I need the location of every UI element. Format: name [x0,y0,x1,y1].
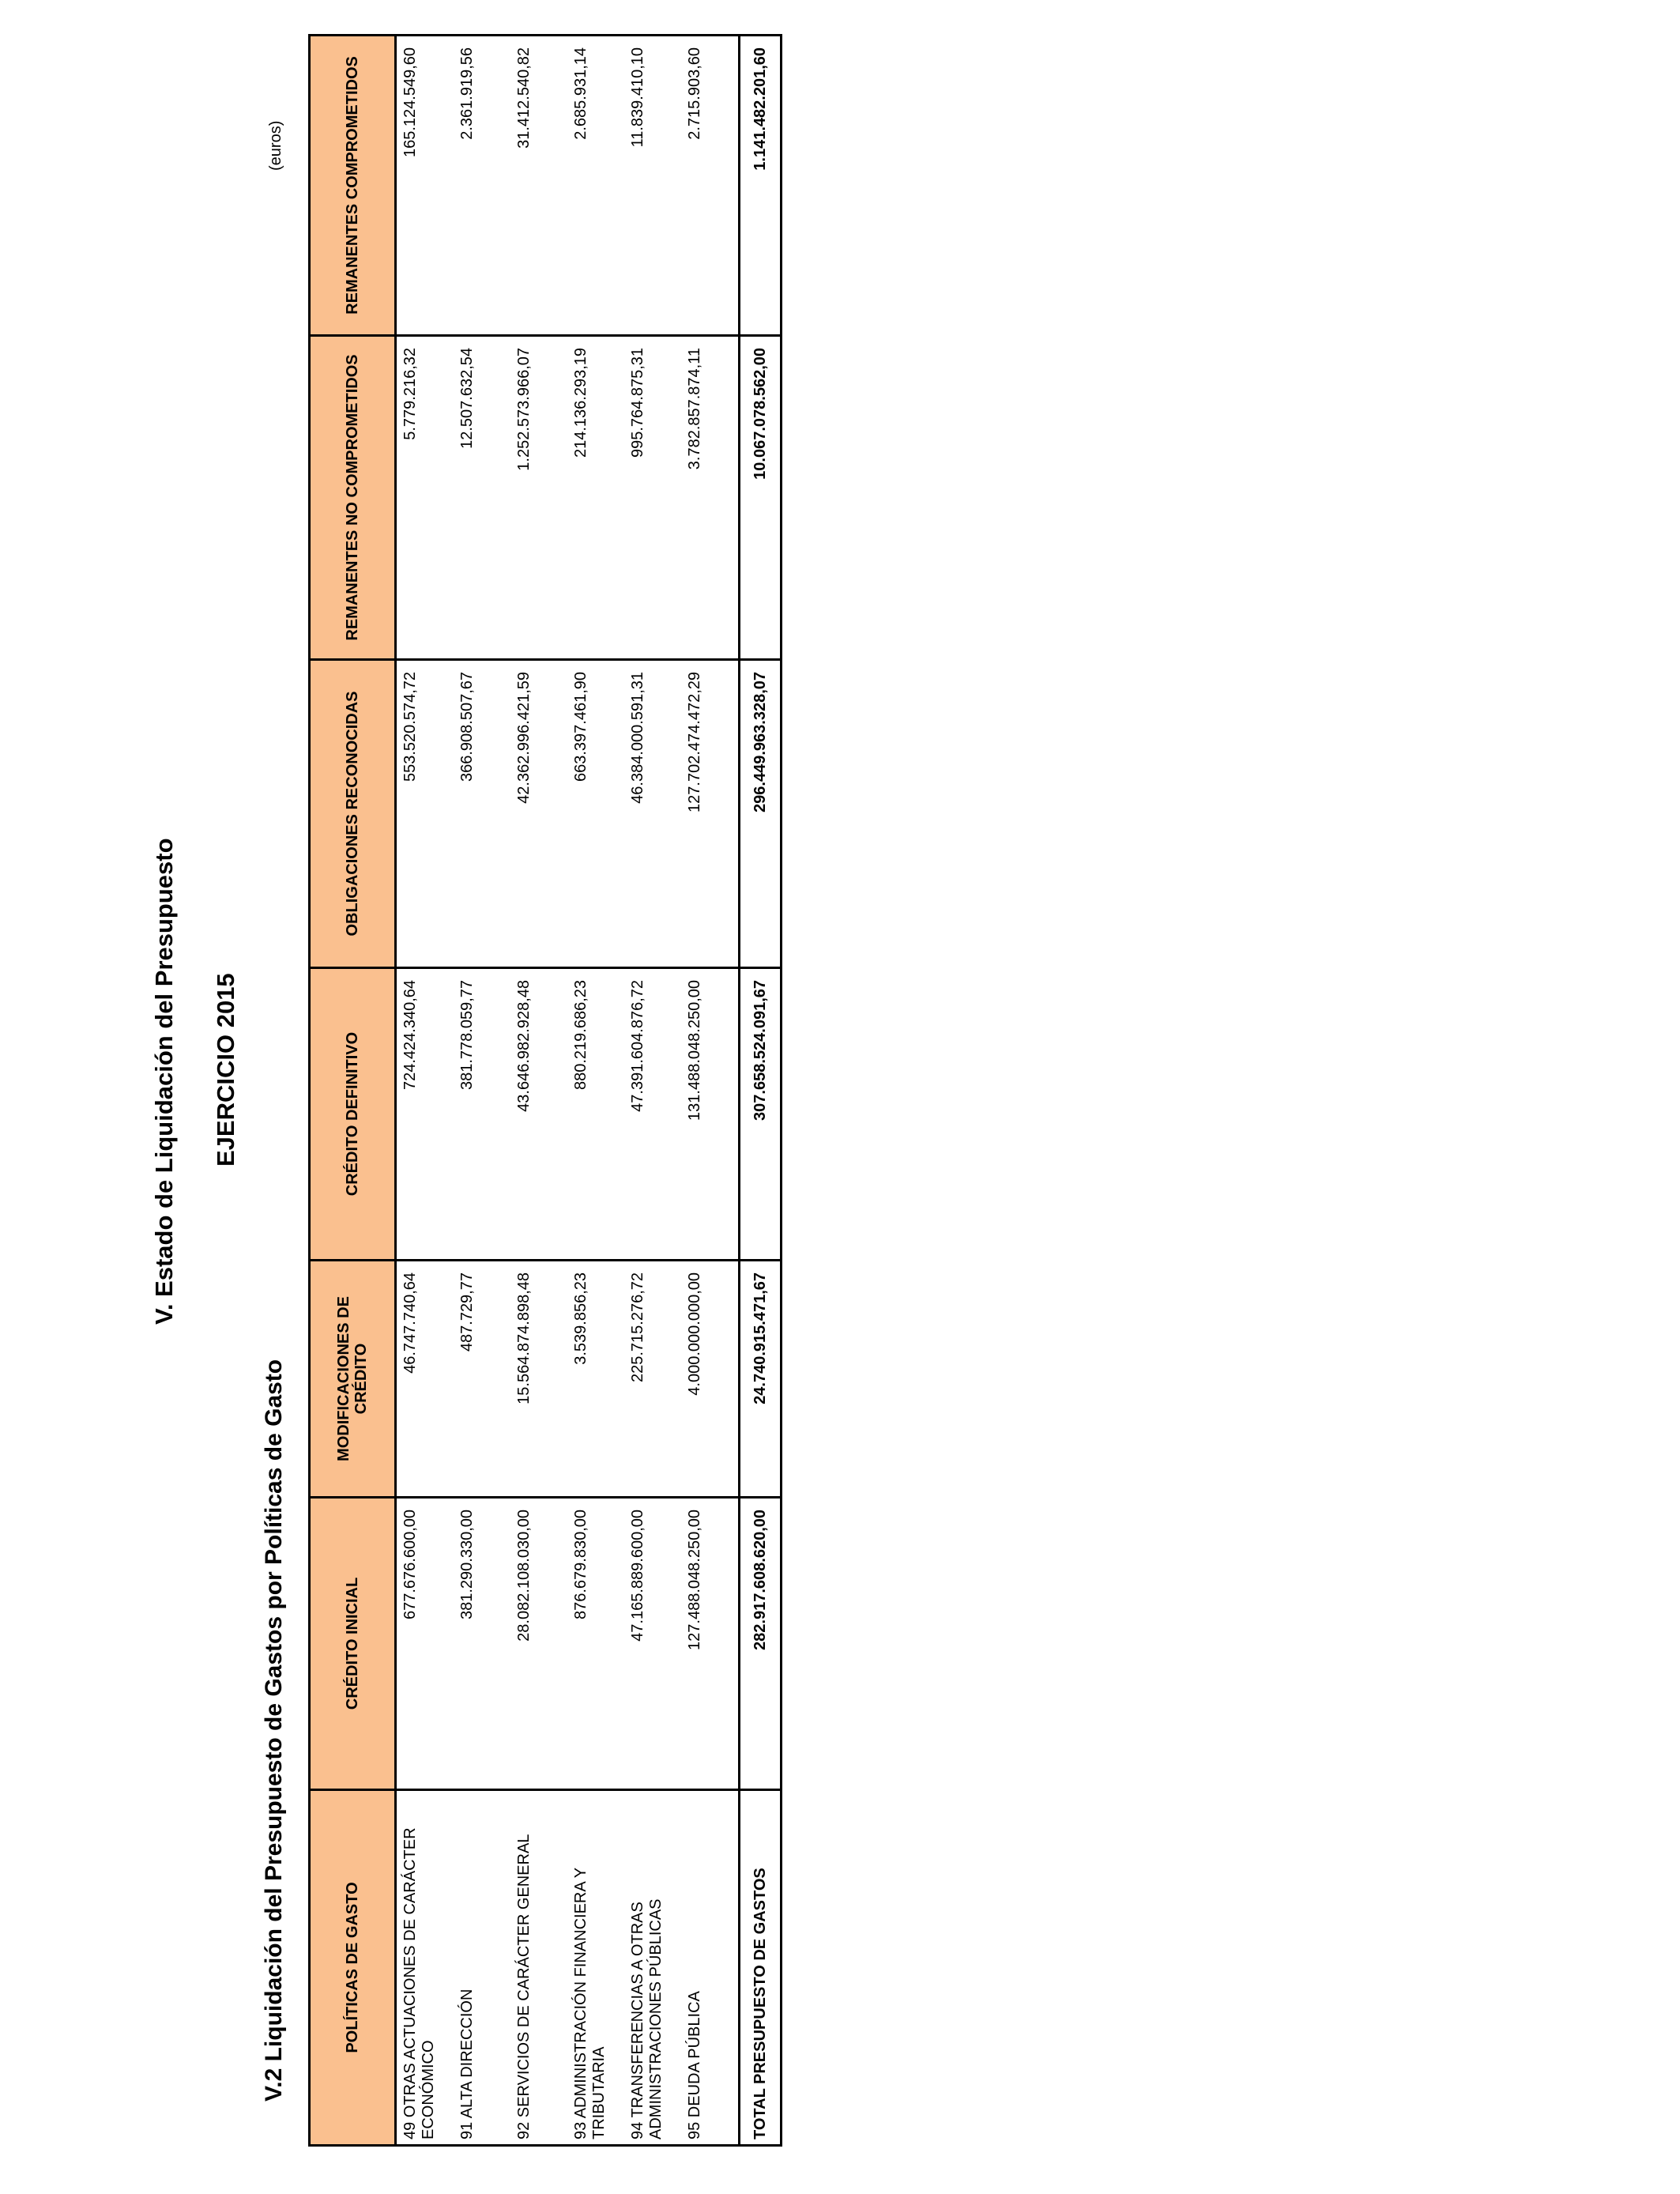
cell-credito-definitivo: 724.424.340,64 [396,968,454,1261]
cell-credito-inicial: 876.679.830,00 [567,1498,624,1790]
header-remanentes-no-comprometidos: REMANENTES NO COMPROMETIDOS [310,336,396,660]
cell-credito-inicial: 28.082.108.030,00 [510,1498,567,1790]
document-title: V. Estado de Liquidación del Presupuesto [150,838,178,1325]
cell-remanentes-comprometidos: 165.124.549,60 [396,36,454,336]
cell-credito-definitivo: 43.646.982.928,48 [510,968,567,1261]
cell-remanentes-comprometidos: 11.839.410,10 [624,36,681,336]
table-row [396,36,454,2146]
cell-remanentes-comprometidos: 2.361.919,56 [454,36,510,336]
cell-modificaciones: 15.564.874.898,48 [510,1261,567,1498]
table-row [454,36,510,2146]
cell-credito-inicial: 47.165.889.600,00 [624,1498,681,1790]
table-row [510,36,567,2146]
header-remanentes-comprometidos: REMANENTES COMPROMETIDOS [310,36,396,336]
row-label: 93 ADMINISTRACIÓN FINANCIERA Y TRIBUTARIA [567,1790,624,2146]
cell-remanentes-no-comprometidos: 5.779.216,32 [396,336,454,660]
cell-credito-inicial: 127.488.048.250,00 [681,1498,740,1790]
row-label: 94 TRANSFERENCIAS A OTRAS ADMINISTRACIONES PÚBLICAS [624,1790,681,2146]
header-politicas: POLÍTICAS DE GASTO [310,1790,396,2146]
table-row [624,36,681,2146]
cell-obligaciones: 42.362.996.421,59 [510,660,567,968]
budget-table [308,34,782,2147]
cell-obligaciones: 127.702.474.472,29 [681,660,740,968]
cell-modificaciones: 225.715.276,72 [624,1261,681,1498]
cell-obligaciones: 46.384.000.591,31 [624,660,681,968]
cell-obligaciones: 553.520.574,72 [396,660,454,968]
cell-credito-definitivo: 131.488.048.250,00 [681,968,740,1261]
table-row [681,36,740,2146]
cell-credito-definitivo: 880.219.686,23 [567,968,624,1261]
total-remanentes-comprometidos: 1.141.482.201,60 [740,36,782,336]
section-subtitle: V.2 Liquidación del Presupuesto de Gastos por Políticas de Gasto [261,1359,287,2102]
total-row [740,36,782,2146]
cell-credito-inicial: 381.290.330,00 [454,1498,510,1790]
total-credito-inicial: 282.917.608.620,00 [740,1498,782,1790]
cell-remanentes-no-comprometidos: 12.507.632,54 [454,336,510,660]
cell-remanentes-comprometidos: 2.715.903,60 [681,36,740,336]
cell-credito-definitivo: 47.391.604.876,72 [624,968,681,1261]
cell-remanentes-no-comprometidos: 3.782.857.874,11 [681,336,740,660]
total-obligaciones: 296.449.963.328,07 [740,660,782,968]
header-credito-inicial: CRÉDITO INICIAL [310,1498,396,1790]
table-header-row [310,36,396,2146]
row-label: 49 OTRAS ACTUACIONES DE CARÁCTER ECONÓMICO [396,1790,454,2146]
total-modificaciones: 24.740.915.471,67 [740,1261,782,1498]
units-label: (euros) [267,120,284,171]
cell-remanentes-comprometidos: 31.412.540,82 [510,36,567,336]
header-modificaciones: MODIFICACIONES DE CRÉDITO [310,1261,396,1498]
cell-obligaciones: 366.908.507,67 [454,660,510,968]
table-row [567,36,624,2146]
cell-remanentes-no-comprometidos: 1.252.573.966,07 [510,336,567,660]
cell-remanentes-comprometidos: 2.685.931,14 [567,36,624,336]
cell-credito-inicial: 677.676.600,00 [396,1498,454,1790]
cell-modificaciones: 4.000.000.000,00 [681,1261,740,1498]
header-obligaciones: OBLIGACIONES RECONOCIDAS [310,660,396,968]
cell-credito-definitivo: 381.778.059,77 [454,968,510,1261]
fiscal-year-title: EJERCICIO 2015 [212,973,239,1167]
total-label: TOTAL PRESUPUESTO DE GASTOS [740,1790,782,2146]
cell-remanentes-no-comprometidos: 214.136.293,19 [567,336,624,660]
total-credito-definitivo: 307.658.524.091,67 [740,968,782,1261]
cell-modificaciones: 46.747.740,64 [396,1261,454,1498]
row-label: 91 ALTA DIRECCIÓN [454,1790,510,2146]
cell-remanentes-no-comprometidos: 995.764.875,31 [624,336,681,660]
row-label: 95 DEUDA PÚBLICA [681,1790,740,2146]
total-remanentes-no-comprometidos: 10.067.078.562,00 [740,336,782,660]
cell-modificaciones: 3.539.856,23 [567,1261,624,1498]
cell-modificaciones: 487.729,77 [454,1261,510,1498]
header-credito-definitivo: CRÉDITO DEFINITIVO [310,968,396,1261]
row-label: 92 SERVICIOS DE CARÁCTER GENERAL [510,1790,567,2146]
cell-obligaciones: 663.397.461,90 [567,660,624,968]
